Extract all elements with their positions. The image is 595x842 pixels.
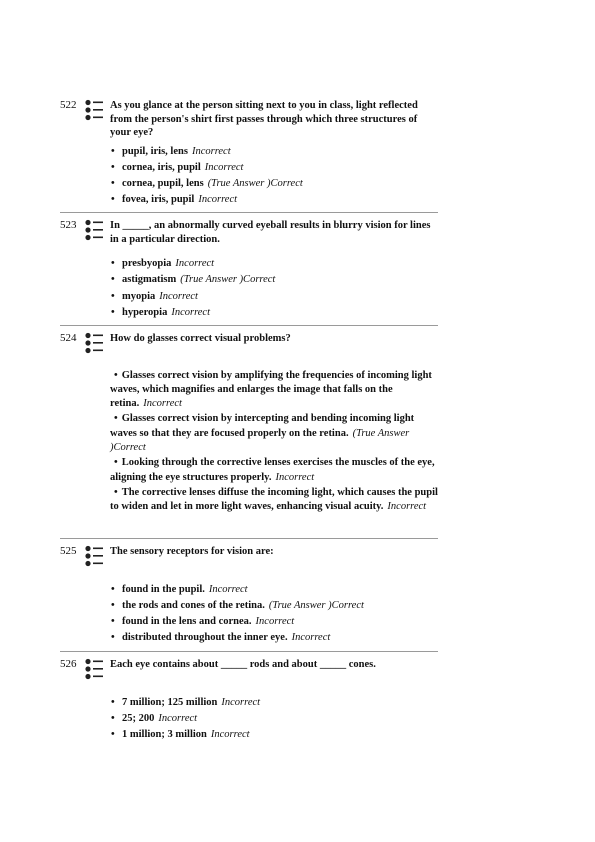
answer-option: • hyperopia Incorrect (111, 306, 211, 318)
answer-result: (True Answer )Correct (207, 178, 303, 190)
answer-option: • presbyopia Incorrect (111, 258, 215, 270)
question-header (60, 99, 438, 140)
list-icon (84, 332, 104, 356)
answer-result: Incorrect (387, 501, 427, 513)
answer-option: • The corrective lenses diffuse the incoming light, which causes the pupil to widen and let in more light waves, enhancing visual acuity. Incorrect (110, 486, 438, 513)
answer-option: • distributed throughout the inner eye. Incorrect (111, 632, 331, 644)
question-522 (60, 99, 438, 210)
answer-result: Incorrect (198, 194, 238, 206)
question-text: Each eye contains about _____ rods and about _____ cones. (110, 659, 376, 670)
answer-result: (True Answer )Correct (180, 274, 276, 286)
question-number: 522 (60, 99, 77, 111)
answer-result: Incorrect (143, 398, 182, 410)
question-header (60, 332, 438, 346)
answer-list (60, 696, 438, 742)
answer-option: • myopia Incorrect (111, 290, 198, 302)
answer-option: • 1 million; 3 million Incorrect (111, 728, 250, 740)
question-523 (60, 219, 438, 322)
answer-result: (True Answer )Correct (110, 427, 410, 454)
answer-result: Incorrect (158, 712, 198, 724)
answer-option: • fovea, iris, pupil Incorrect (111, 194, 238, 206)
divider (60, 212, 438, 213)
divider (60, 651, 438, 652)
answer-option: • cornea, iris, pupil Incorrect (111, 161, 244, 173)
answer-list (60, 369, 438, 515)
answer-result: Incorrect (210, 728, 250, 740)
answer-result: Incorrect (204, 161, 244, 173)
answer-option: • 25; 200 Incorrect (111, 712, 198, 724)
question-text: In _____, an abnormally curved eyeball results in blurry vision for lines in a particular direction. (110, 220, 431, 245)
answer-list (60, 257, 438, 320)
answer-result: Incorrect (275, 471, 315, 483)
question-526 (60, 658, 438, 744)
question-number: 523 (60, 219, 77, 231)
answer-option: • pupil, iris, lens Incorrect (111, 145, 231, 157)
answer-result: Incorrect (208, 583, 248, 595)
answer-result: Incorrect (291, 632, 331, 644)
question-number: 524 (60, 332, 77, 344)
question-text: As you glance at the person sitting next to you in class, light reflected from the person's shirt first passes through which three structures of your eye? (110, 100, 418, 139)
question-header (60, 658, 438, 672)
answer-option: • astigmatism (True Answer )Correct (111, 274, 276, 286)
answer-result: (True Answer )Correct (268, 599, 364, 611)
answer-result: Incorrect (221, 696, 261, 708)
question-524 (60, 332, 438, 516)
question-header (60, 545, 438, 559)
list-icon (84, 219, 104, 243)
answer-result: Incorrect (255, 615, 295, 627)
list-icon (84, 545, 104, 569)
answer-option: • Glasses correct vision by amplifying the frequencies of incoming light waves, which magnifies and enlarges the image that falls on the retina. Incorrect (110, 369, 432, 410)
question-525 (60, 545, 438, 647)
question-number: 526 (60, 658, 77, 670)
list-icon (84, 99, 104, 123)
answer-list (60, 583, 438, 646)
divider (60, 538, 438, 539)
answer-list (60, 145, 438, 208)
list-icon (84, 658, 104, 682)
question-number: 525 (60, 545, 77, 557)
answer-result: Incorrect (191, 145, 231, 157)
answer-option: • found in the pupil. Incorrect (111, 583, 248, 595)
answer-option: • found in the lens and cornea. Incorrect (111, 615, 295, 627)
question-text: The sensory receptors for vision are: (110, 546, 274, 557)
answer-result: Incorrect (159, 290, 198, 302)
answer-option: • 7 million; 125 million Incorrect (111, 696, 261, 708)
question-text: How do glasses correct visual problems? (110, 333, 291, 344)
answer-result: Incorrect (171, 306, 211, 318)
answer-option: • Looking through the corrective lenses exercises the muscles of the eye, aligning the eye structures properly. Incorrect (110, 457, 435, 483)
answer-option: • Glasses correct vision by intercepting and bending incoming light waves so that they are focused properly on the retina. (True Answer )Correct (110, 413, 415, 454)
question-header (60, 219, 438, 246)
answer-result: Incorrect (175, 258, 215, 270)
divider (60, 325, 438, 326)
answer-option: • the rods and cones of the retina. (True Answer )Correct (111, 599, 364, 611)
answer-option: • cornea, pupil, lens (True Answer )Correct (111, 178, 303, 190)
